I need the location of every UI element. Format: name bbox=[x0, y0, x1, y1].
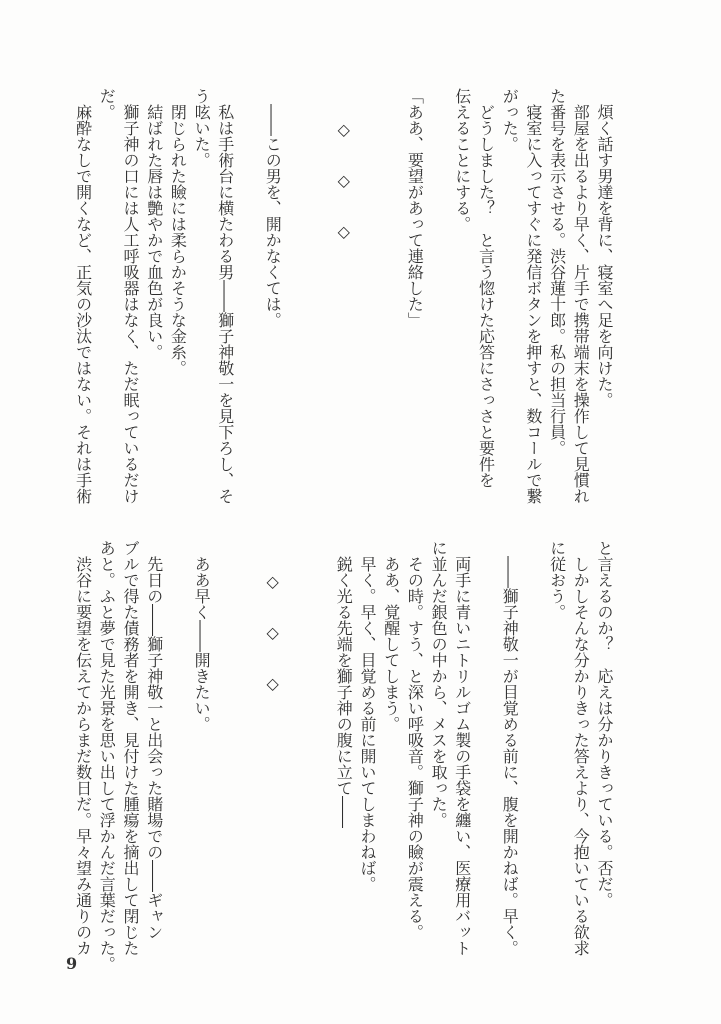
text-column: に並んだ銀色の中から、メスを取った。 bbox=[429, 540, 449, 828]
text-column: しかしそんな分かりきった答えより、今抱いている欲求 bbox=[571, 540, 591, 956]
text-column: た番号を表示させる。渋谷蓮十郎。私の担当行員。 bbox=[547, 88, 567, 456]
section-break: ◇ ◇ ◇ bbox=[263, 540, 283, 693]
text-column: ああ早く――開きたい。 bbox=[192, 540, 212, 732]
section-break: ◇ ◇ ◇ bbox=[334, 88, 354, 241]
text-column: どうしました？ と言う惚けた応答にさっさと要件を bbox=[476, 88, 496, 488]
text-column: 閉じられた瞼には柔らかそうな金糸。 bbox=[168, 88, 188, 376]
text-column: ブルで得た債務者を開き、見付けた腫瘍を摘出して閉じた bbox=[121, 540, 140, 956]
text-column: 寝室に入ってすぐに発信ボタンを押すと、数コールで繋 bbox=[523, 88, 543, 504]
text-column: あと。ふと夢で見た光景を思い出して浮かんだ言葉だった。 bbox=[97, 540, 117, 972]
page-number: 9 bbox=[66, 954, 78, 973]
text-column: 私は手術台に横たわる男――獅子神敬一を見下ろし、そ bbox=[215, 88, 235, 504]
text-column: ――獅子神敬一が目覚める前に、腹を開かねば。早く。 bbox=[500, 540, 520, 956]
text-column: 鋭く光る先端を獅子神の腹に立て―― bbox=[334, 540, 354, 828]
text-column: 早く。早く、目覚める前に開いてしまわねば。 bbox=[358, 540, 377, 892]
text-column: う呟いた。 bbox=[192, 88, 212, 168]
text-column: 獅子神の口には人工呼吸器はなく、ただ眠っているだけ bbox=[121, 88, 140, 504]
text-column: ああ、覚醒してしまう。 bbox=[381, 540, 401, 732]
text-column: 部屋を出るより早く、片手で携帯端末を操作して見慣れ bbox=[571, 88, 591, 504]
text-column: がった。 bbox=[500, 88, 520, 152]
text-column: 両手に青いニトリルゴム製の手袋を纏い、医療用バット bbox=[452, 540, 472, 956]
text-column: ――この男を、開かなくては。 bbox=[263, 88, 283, 328]
text-column: 渋谷に要望を伝えてからまだ数日だ。早々望み通りのカ bbox=[73, 540, 93, 956]
text-column: その時。すう、と深い呼吸音。獅子神の瞼が震える。 bbox=[405, 540, 425, 940]
text-column: と言えるのか？ 応えは分かりきっている。否だ。 bbox=[595, 540, 614, 908]
text-column: 結ばれた唇は艶やかで血色が良い。 bbox=[144, 88, 164, 360]
text-column: に従おう。 bbox=[547, 540, 567, 620]
text-column: 煩く話す男達を背に、寝室へ足を向けた。 bbox=[595, 88, 614, 408]
text-column: 先日の――獅子神敬一と出会った賭場での――ギャン bbox=[144, 540, 164, 940]
text-column: 「ああ、要望があって連絡した」 bbox=[405, 88, 425, 328]
text-column: 麻酔なしで開くなど、正気の沙汰ではない。それは手術 bbox=[73, 88, 93, 504]
text-column: だ。 bbox=[97, 88, 117, 120]
text-column: 伝えることにする。 bbox=[452, 88, 472, 232]
